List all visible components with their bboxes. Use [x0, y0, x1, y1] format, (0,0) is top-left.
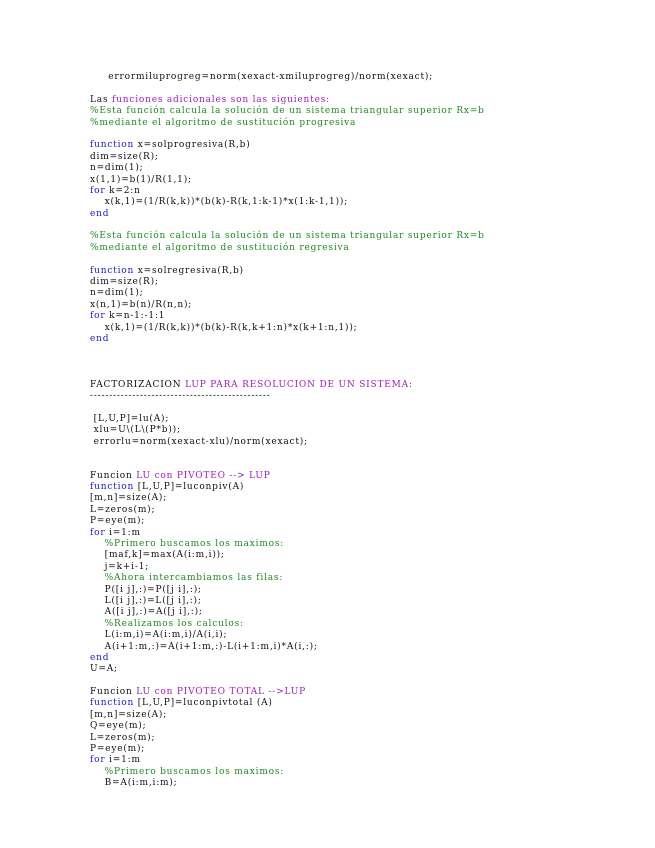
- keyword: function: [90, 698, 135, 709]
- code-text: L=zeros(m);: [90, 732, 156, 743]
- code-text: x(k,1)=(1/R(k,k))*(b(k)-R(k,1:k-1)*x(1:k-1,1));: [90, 197, 349, 208]
- blank-line: [90, 676, 630, 687]
- code-text: errorlu=norm(xexact-xlu)/norm(xexact);: [90, 436, 308, 447]
- code-line: [90, 744, 630, 755]
- blank-line: [90, 254, 630, 265]
- code-line: [90, 197, 630, 208]
- code-text: k=2:n: [105, 185, 141, 196]
- comment: %mediante el algoritmo de sustitución regresiva: [90, 242, 350, 253]
- code-line: [90, 380, 630, 391]
- code-line: [90, 209, 630, 220]
- code-line: [90, 698, 630, 709]
- code-text: [90, 767, 105, 777]
- blank-line: [90, 368, 630, 379]
- code-line: [90, 653, 630, 664]
- code-line: [90, 630, 630, 641]
- code-text: dim=size(R);: [90, 151, 159, 162]
- code-text: [m,n]=size(A);: [90, 493, 168, 504]
- heading-text: LU con PIVOTEO TOTAL -->LUP: [136, 687, 307, 698]
- code-text: dim=size(R);: [90, 277, 159, 288]
- code-line: [90, 152, 630, 163]
- code-text: n=dim(1);: [90, 288, 144, 299]
- code-line: [90, 288, 630, 299]
- blank-line: [90, 357, 630, 368]
- code-line: [90, 767, 630, 778]
- code-line: [90, 277, 630, 288]
- code-line: [90, 95, 630, 106]
- code-text: [maf,k]=max(A(i:m,i));: [90, 550, 225, 561]
- code-line: [90, 175, 630, 186]
- code-text: P=eye(m);: [90, 516, 146, 527]
- heading-text: LUP PARA RESOLUCION DE UN SISTEMA:: [185, 379, 413, 390]
- code-text: [90, 573, 105, 583]
- keyword: for: [90, 185, 106, 196]
- keyword: for: [90, 755, 106, 766]
- code-line: [90, 585, 630, 596]
- code-line: [90, 710, 630, 721]
- code-text: L(i:m,i)=A(i:m,i)/A(i,i);: [90, 630, 228, 641]
- code-line: [90, 140, 630, 151]
- blank-line: [90, 220, 630, 231]
- code-line: [90, 619, 630, 630]
- code-line: [90, 266, 630, 277]
- code-text: U=A;: [90, 664, 118, 675]
- code-text: errormiluprogreg=norm(xexact-xmiluprogreg)/norm(xexact);: [90, 72, 434, 82]
- code-text: L([i j],:)=L([j i],:);: [90, 595, 202, 606]
- blank-line: [90, 129, 630, 140]
- keyword: function: [90, 140, 135, 151]
- code-line: [90, 118, 630, 129]
- code-line: [90, 72, 630, 83]
- keyword: for: [90, 527, 106, 538]
- keyword: end: [90, 652, 110, 663]
- code-text: P([i j],:)=P([j i],:);: [90, 584, 202, 595]
- comment: %Primero buscamos los maximos:: [104, 539, 285, 550]
- comment: %Esta función calcula la solución de un sistema triangular superior Rx=b: [90, 106, 485, 117]
- code-line: [90, 300, 630, 311]
- code-text: FACTORIZACION: [90, 379, 186, 390]
- comment: %Esta función calcula la solución de un sistema triangular superior Rx=b: [90, 231, 485, 242]
- code-line: [90, 721, 630, 732]
- code-text: -----------------------------------------------: [90, 390, 271, 401]
- code-line: [90, 186, 630, 197]
- code-text: [L,U,P]=luconpiv(A): [134, 482, 245, 493]
- code-text: xlu=U\(L\(P*b));: [90, 425, 181, 436]
- code-text: i=1:m: [105, 755, 141, 766]
- comment: %Ahora intercambiamos las filas:: [104, 573, 284, 584]
- code-line: [90, 607, 630, 618]
- code-line: [90, 493, 630, 504]
- blank-line: [90, 448, 630, 459]
- code-line: [90, 573, 630, 584]
- code-line: [90, 471, 630, 482]
- code-line: [90, 687, 630, 698]
- code-line: [90, 437, 630, 448]
- code-text: A(i+1:m,:)=A(i+1:m,:)-L(i+1:m,i)*A(i,:);: [90, 641, 318, 652]
- keyword: for: [90, 311, 106, 322]
- code-line: [90, 311, 630, 322]
- code-line: [90, 733, 630, 744]
- code-line: [90, 755, 630, 766]
- keyword: end: [90, 208, 110, 219]
- code-line: [90, 243, 630, 254]
- code-line: [90, 231, 630, 242]
- code-line: [90, 163, 630, 174]
- code-line: [90, 516, 630, 527]
- code-text: k=n-1:-1:1: [105, 311, 166, 322]
- code-text: Funcion: [90, 470, 137, 481]
- code-text: x(n,1)=b(n)/R(n,n);: [90, 299, 193, 310]
- keyword: function: [90, 482, 135, 493]
- blank-line: [90, 345, 630, 356]
- code-text: P=eye(m);: [90, 744, 146, 755]
- code-line: [90, 539, 630, 550]
- code-text: [90, 539, 105, 549]
- code-text: Q=eye(m);: [90, 721, 147, 732]
- code-line: [90, 505, 630, 516]
- code-line: [90, 414, 630, 425]
- code-text: [L,U,P]=luconpivtotal (A): [134, 698, 273, 709]
- code-text: j=k+i-1;: [90, 561, 150, 572]
- code-text: [L,U,P]=lu(A);: [90, 413, 170, 424]
- comment: %mediante el algoritmo de sustitución progresiva: [90, 117, 357, 128]
- blank-line: [90, 83, 630, 94]
- code-line: [90, 425, 630, 436]
- code-text: A([i j],:)=A([j i],:);: [90, 607, 203, 618]
- blank-line: [90, 402, 630, 413]
- keyword: function: [90, 265, 135, 276]
- code-text: x=solregresiva(R,b): [134, 265, 244, 276]
- code-text: i=1:m: [105, 527, 141, 538]
- code-text: [m,n]=size(A);: [90, 709, 168, 720]
- code-line: [90, 642, 630, 653]
- heading-text: LU con PIVOTEO --> LUP: [136, 470, 271, 481]
- code-line: [90, 562, 630, 573]
- code-text: x(k,1)=(1/R(k,k))*(b(k)-R(k,k+1:n)*x(k+1:n,1));: [90, 322, 358, 333]
- code-text: Funcion: [90, 687, 137, 698]
- code-text: n=dim(1);: [90, 163, 144, 174]
- code-text: [90, 619, 105, 629]
- code-line: [90, 664, 630, 675]
- code-line: [90, 323, 630, 334]
- code-line: [90, 391, 630, 402]
- blank-line: [90, 459, 630, 470]
- comment: %Primero buscamos los maximos:: [104, 766, 285, 777]
- comment: %Realizamos los calculos:: [104, 618, 244, 629]
- code-line: [90, 550, 630, 561]
- code-document: [90, 72, 630, 790]
- code-text: L=zeros(m);: [90, 504, 156, 515]
- code-text: x=solprogresiva(R,b): [134, 140, 251, 151]
- code-line: [90, 528, 630, 539]
- code-text: x(1,1)=b(1)/R(1,1);: [90, 174, 192, 185]
- code-line: [90, 778, 630, 789]
- code-line: [90, 334, 630, 345]
- code-text: B=A(i:m,i:m);: [90, 778, 178, 789]
- code-line: [90, 106, 630, 117]
- keyword: end: [90, 333, 110, 344]
- code-text: Las: [90, 94, 113, 105]
- code-line: [90, 482, 630, 493]
- code-line: [90, 596, 630, 607]
- heading-text: funciones adicionales son las siguientes:: [112, 94, 330, 105]
